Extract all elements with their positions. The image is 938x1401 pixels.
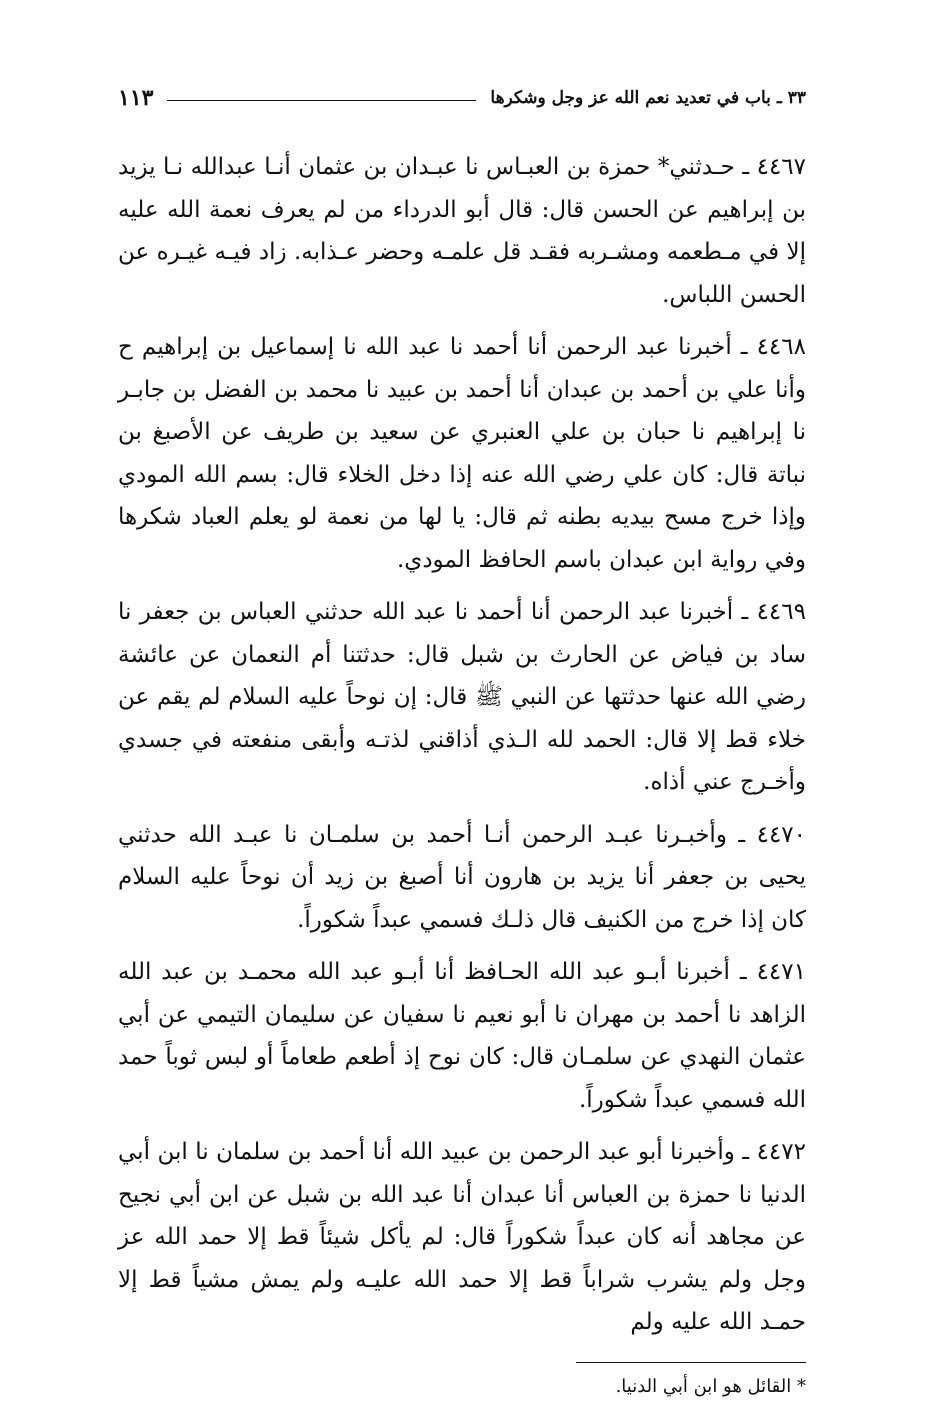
hadith-text: ـ أخبرنا عبد الرحمن أنا أحمد نا عبد الله حدثني العباس بن جعفر نا ساد بن فياض عن الحارث بن شبل قال: حدثتنا أم النعمان عن عائشة رضي الله عنها حدثتها عن النبي ﷺ قال: إن نوحاً عليه السلام لم يقم عن خلاء قط إلا قال: الحمد لله الـذي أذاقني لذتـه وأبقى منفعته في جسدي وأخـرج عني أذاه. xyxy=(118,599,806,795)
header-rule xyxy=(167,100,476,101)
hadith-paragraph xyxy=(118,591,806,804)
hadith-paragraph xyxy=(118,951,806,1121)
hadith-number: ٤٤٦٧ xyxy=(756,154,807,180)
hadith-text: ـ وأخبـرنا عبـد الرحمن أنـا أحمد بن سلمـان نا عبـد الله حدثني يحيى بن جعفر أنا يزيد بن هارون أنا أصبغ بن زيد أن نوحاً عليه السلام كان إذا خرج من الكنيف قال ذلـك فسمي عبداً شكوراً. xyxy=(118,821,806,933)
hadith-number: ٤٤٧١ xyxy=(756,959,806,985)
hadith-paragraph xyxy=(118,326,806,581)
chapter-title: ٣٣ ـ باب في تعديد نعم الله عز وجل وشكرها xyxy=(490,88,806,108)
hadith-paragraph xyxy=(118,814,806,942)
hadith-paragraph xyxy=(118,146,806,316)
footnote: * القائل هو ابن أبي الدنيا. xyxy=(615,1375,806,1397)
page-content xyxy=(118,146,806,1401)
page-header xyxy=(118,78,806,118)
hadith-text: ـ أخبرنا أبـو عبد الله الحـافظ أنا أبـو عبد الله محمـد بن عبد الله الزاهد نا أحمد بن مهران نا أبو نعيم نا سفيان عن سليمان التيمي عن أبي عثمان النهدي عن سلمـان قال: كان نوح إذ أطعم طعاماً أو لبس ثوباً حمد الله فسمي عبداً شكوراً. xyxy=(118,959,806,1113)
hadith-number: ٤٤٦٩ xyxy=(756,599,806,625)
hadith-text: ـ حـدثني* حمزة بن العبـاس نا عبـدان بن عثمان أنـا عبدالله نـا يزيد بن إبراهيم عن الحسن قال: قال أبو الدرداء من لم يعرف نعمة الله عليه إلا في مـطعمه ومشـربه فقـد قل علمـه وحضر عـذابه. زاد فيـه غيـره عن الحسن اللباس. xyxy=(118,154,806,308)
footnote-rule xyxy=(576,1362,806,1363)
hadith-text: ـ وأخبرنا أبو عبد الرحمن بن عبيد الله أنا أحمد بن سلمان نا ابن أبي الدنيا نا حمزة بن العباس أنا عبدان أنا عبد الله بن شبل عن ابن أبي نجيح عن مجاهد أنه كان عبداً شكوراً قال: لم يأكل شيئاً قط إلا حمد الله عز وجل ولم يشرب شراباً قط إلا حمد الله عليـه ولم يمش مشياً قط إلا حمـد الله عليه ولم xyxy=(118,1139,806,1335)
page-number: ١١٣ xyxy=(118,85,154,111)
hadith-paragraph xyxy=(118,1131,806,1344)
hadith-number: ٤٤٧٠ xyxy=(756,821,807,848)
hadith-text: ـ أخبرنا عبد الرحمن أنا أحمد نا عبد الله نا إسماعيل بن إبراهيم ح وأنا علي بن أحمد بن عبدان أنا أحمد بن عبيد نا محمد بن الفضل بن جابـر نا إبراهيم نا حبان بن علي العنبري عن سعيد بن طريف عن الأصبغ بن نباتة قال: كان علي رضي الله عنه إذا دخل الخلاء قال: بسم الله المودي وإذا خرج مسح بيديه بطنه ثم قال: يا لها من نعمة لو يعلم العباد شكرها وفي رواية ابن عبدان باسم الحافظ المودي. xyxy=(118,334,806,573)
hadith-number: ٤٤٧٢ xyxy=(756,1139,806,1165)
hadith-number: ٤٤٦٨ xyxy=(756,334,806,360)
